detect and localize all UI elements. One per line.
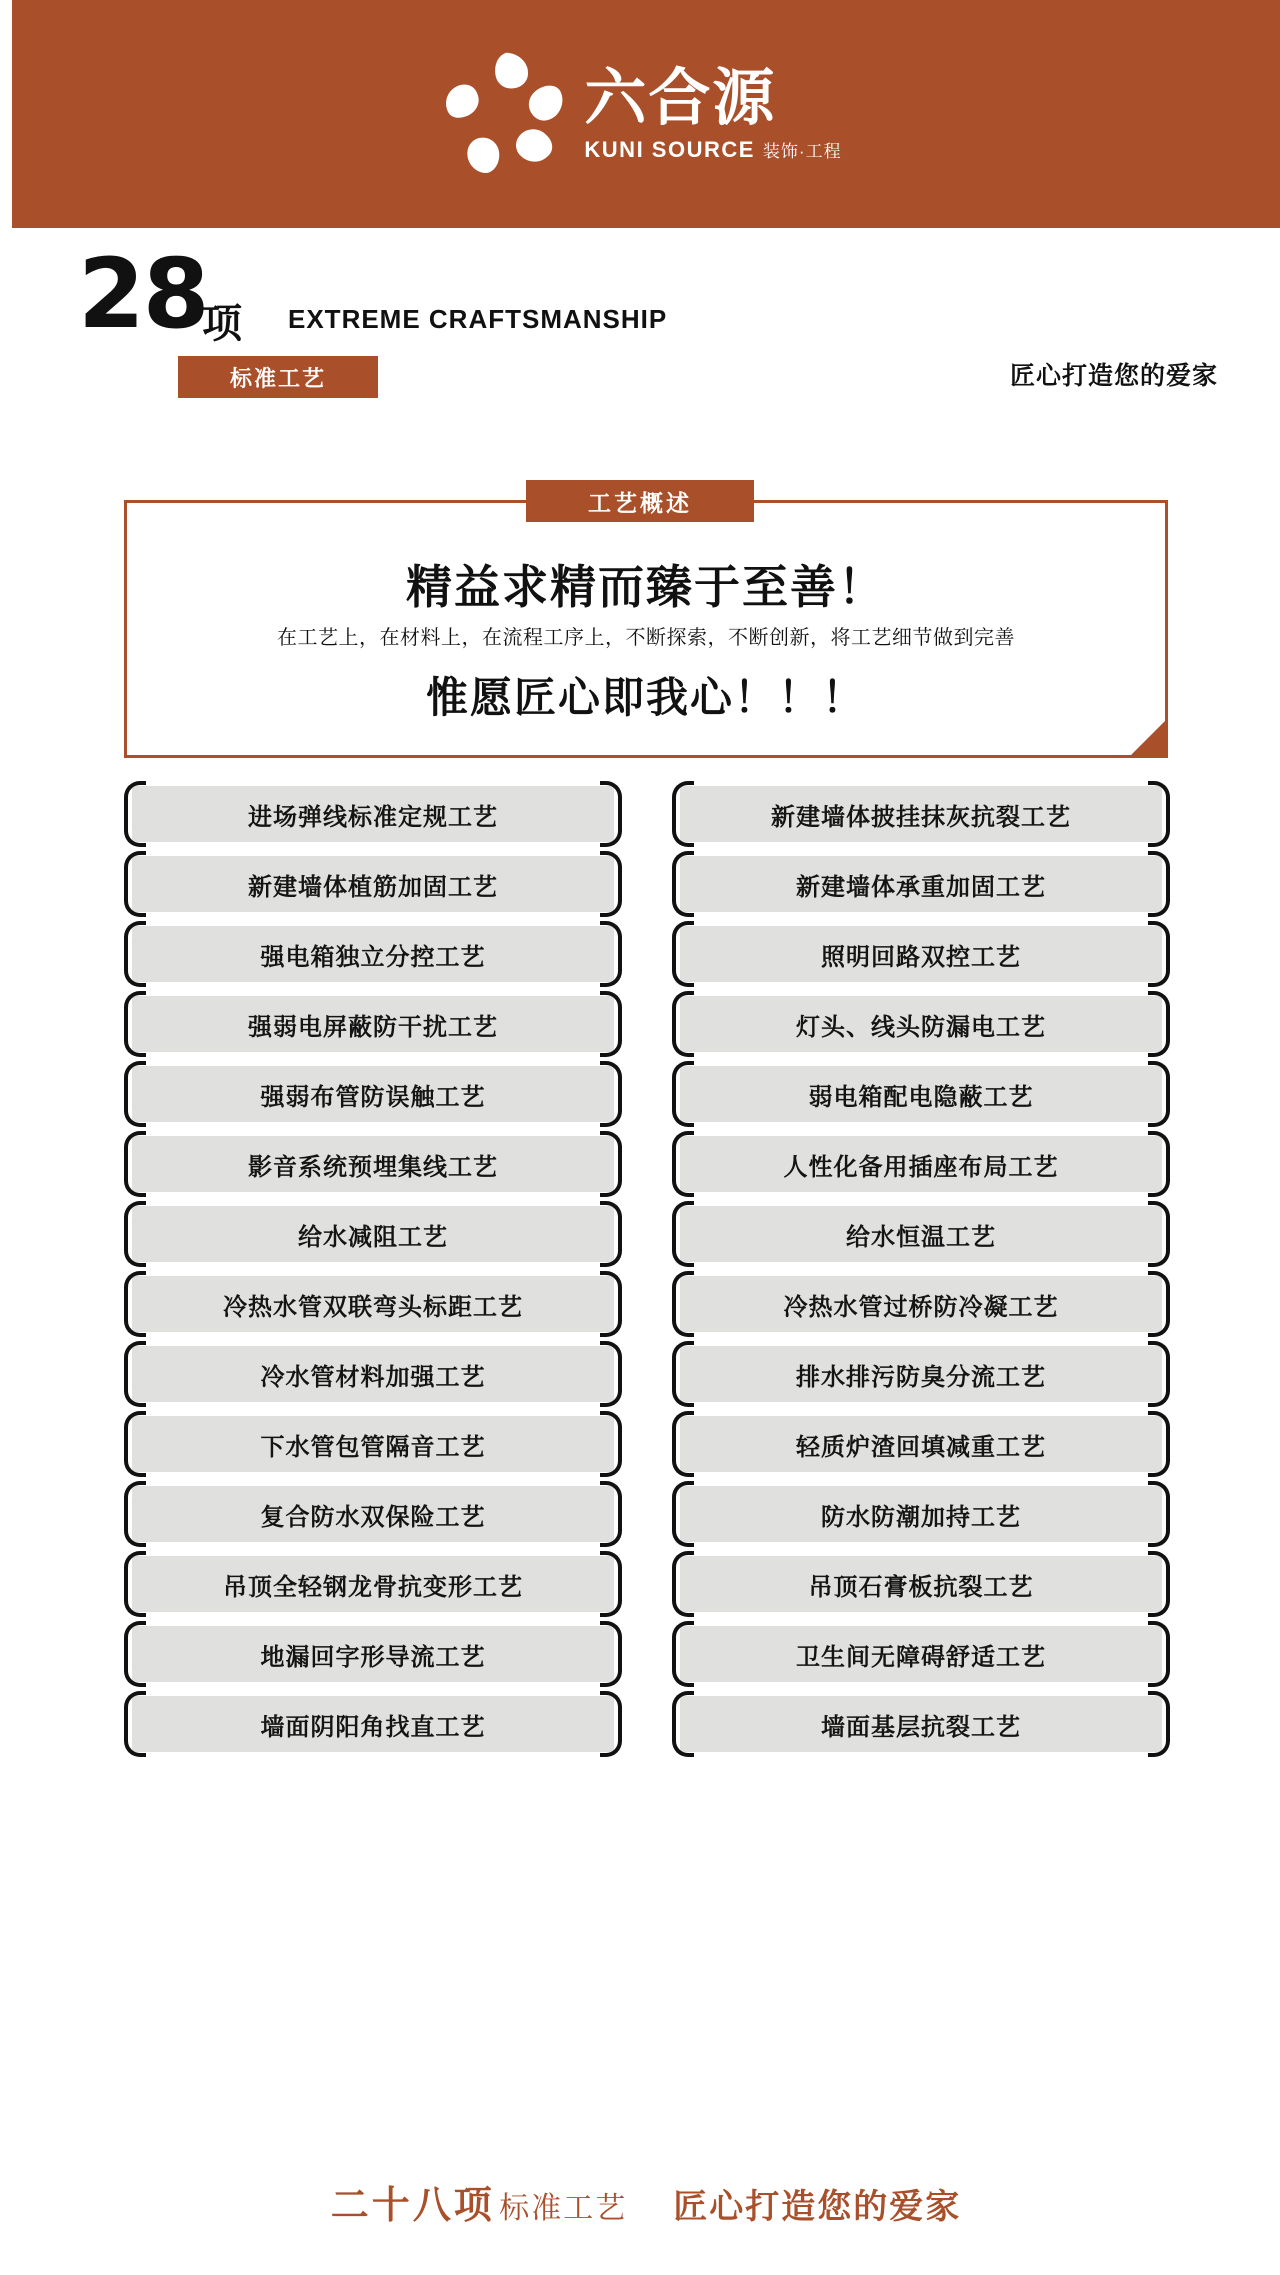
list-item[interactable]: 给水恒温工艺 (680, 1206, 1162, 1262)
overview-tag: 工艺概述 (526, 480, 754, 522)
title-number-unit: 项 (202, 302, 242, 346)
overview-box (124, 500, 1168, 758)
list-item[interactable]: 下水管包管隔音工艺 (132, 1416, 614, 1472)
list-item[interactable]: 墙面基层抗裂工艺 (680, 1696, 1162, 1752)
list-item[interactable]: 强电箱独立分控工艺 (132, 926, 614, 982)
overview-line-3: 惟愿匠心即我心！！！ (425, 674, 866, 721)
header-slogan: 匠心打造您的爱家 (1009, 362, 1218, 390)
brand-name-en: KUNI SOURCE (584, 137, 755, 162)
list-item[interactable]: 强弱电屏蔽防干扰工艺 (132, 996, 614, 1052)
list-item[interactable]: 给水减阻工艺 (132, 1206, 614, 1262)
footer-banner (6, 2174, 1280, 2229)
list-item[interactable]: 吊顶全轻钢龙骨抗变形工艺 (132, 1556, 614, 1612)
overview-line-2: 在工艺上，在材料上，在流程工序上，不断探索，不断创新，将工艺细节做到完善 (277, 627, 1015, 649)
list-item[interactable]: 复合防水双保险工艺 (132, 1486, 614, 1542)
title-number: 28 (78, 238, 208, 350)
list-item[interactable]: 新建墙体承重加固工艺 (680, 856, 1162, 912)
list-item[interactable]: 防水防潮加持工艺 (680, 1486, 1162, 1542)
list-item[interactable]: 吊顶石膏板抗裂工艺 (680, 1556, 1162, 1612)
list-item[interactable]: 新建墙体披挂抹灰抗裂工艺 (680, 786, 1162, 842)
list-item[interactable]: 卫生间无障碍舒适工艺 (680, 1626, 1162, 1682)
list-item[interactable]: 冷热水管双联弯头标距工艺 (132, 1276, 614, 1332)
list-item[interactable]: 地漏回字形导流工艺 (132, 1626, 614, 1682)
list-item[interactable]: 进场弹线标准定规工艺 (132, 786, 614, 842)
overview-line-1: 精益求精而臻于至善！ (406, 561, 886, 613)
list-item[interactable]: 灯头、线头防漏电工艺 (680, 996, 1162, 1052)
footer-part-2: 标准工艺 (499, 2192, 628, 2225)
list-item[interactable]: 轻质炉渣回填减重工艺 (680, 1416, 1162, 1472)
title-band (6, 228, 1280, 428)
star-burst-logo-icon (438, 46, 574, 182)
list-item[interactable]: 排水排污防臭分流工艺 (680, 1346, 1162, 1402)
list-item[interactable]: 新建墙体植筋加固工艺 (132, 856, 614, 912)
list-item[interactable]: 影音系统预埋集线工艺 (132, 1136, 614, 1192)
craft-items-grid (132, 786, 1162, 1752)
list-item[interactable]: 强弱布管防误触工艺 (132, 1066, 614, 1122)
list-item[interactable]: 冷热水管过桥防冷凝工艺 (680, 1276, 1162, 1332)
list-item[interactable]: 弱电箱配电隐蔽工艺 (680, 1066, 1162, 1122)
list-item[interactable]: 人性化备用插座布局工艺 (680, 1136, 1162, 1192)
footer-part-3: 匠心打造您的爱家 (673, 2188, 962, 2226)
brand-logo (438, 46, 841, 182)
standard-craft-tag: 标准工艺 (178, 356, 378, 398)
title-english: EXTREME CRAFTSMANSHIP (288, 304, 668, 334)
header-banner (12, 0, 1280, 228)
brand-text (584, 61, 842, 162)
list-item[interactable]: 照明回路双控工艺 (680, 926, 1162, 982)
list-item[interactable]: 冷水管材料加强工艺 (132, 1346, 614, 1402)
list-item[interactable]: 墙面阴阳角找直工艺 (132, 1696, 614, 1752)
brand-name-en-suffix: 装饰·工程 (762, 142, 842, 161)
footer-part-1: 二十八项 (330, 2185, 495, 2227)
brand-name-cn: 六合源 (584, 61, 777, 134)
